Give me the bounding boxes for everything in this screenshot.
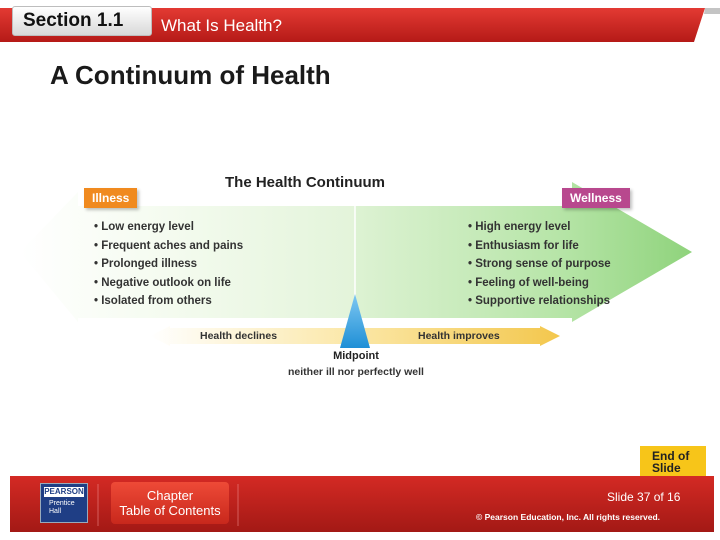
list-item: • Isolated from others bbox=[94, 295, 212, 307]
chapter-table-of-contents-button[interactable] bbox=[111, 482, 229, 524]
list-item: • Feeling of well-being bbox=[468, 276, 589, 289]
copyright-notice: © Pearson Education, Inc. All rights reserved. bbox=[476, 512, 661, 522]
health-improves-label: Health improves bbox=[418, 330, 500, 342]
illness-characteristics-list bbox=[94, 218, 243, 311]
pearson-logo bbox=[40, 483, 88, 523]
slide-number: Slide 37 of 16 bbox=[607, 490, 681, 504]
illness-label: Illness bbox=[84, 188, 137, 208]
footer-bar bbox=[0, 476, 720, 540]
health-declines-label: Health declines bbox=[200, 330, 278, 342]
midpoint-title: Midpoint bbox=[333, 350, 379, 362]
diagram-title: The Health Continuum bbox=[225, 174, 385, 191]
list-item: • Enthusiasm for life bbox=[468, 239, 579, 252]
end-of-slide-line1: End of bbox=[652, 449, 690, 463]
pearson-brand-text: PEARSON bbox=[44, 487, 84, 496]
toc-line1: Chapter bbox=[146, 488, 194, 503]
list-item: • Supportive relationships bbox=[468, 295, 611, 307]
list-item: • Prolonged illness bbox=[94, 258, 198, 270]
prentice-hall-text-1: Prentice bbox=[49, 500, 75, 507]
wellness-characteristics-list bbox=[468, 218, 611, 311]
prentice-hall-text-2: Hall bbox=[49, 508, 62, 515]
section-tab: Section 1.1 bbox=[12, 6, 152, 36]
list-item: • Frequent aches and pains bbox=[94, 239, 244, 252]
health-continuum-diagram bbox=[20, 160, 700, 400]
list-item: • High energy level bbox=[468, 221, 571, 233]
list-item: • Low energy level bbox=[94, 221, 194, 233]
wellness-label: Wellness bbox=[562, 188, 630, 208]
page-title: A Continuum of Health bbox=[50, 60, 331, 90]
end-of-slide-line2: Slide bbox=[652, 461, 681, 475]
toc-line2: Table of Contents bbox=[119, 503, 221, 518]
midpoint-subtitle: neither ill nor perfectly well bbox=[288, 366, 424, 378]
end-of-slide-button[interactable] bbox=[640, 446, 706, 476]
list-item: • Negative outlook on life bbox=[94, 276, 231, 289]
list-item: • Strong sense of purpose bbox=[468, 258, 611, 270]
section-title: What Is Health? bbox=[161, 16, 282, 35]
